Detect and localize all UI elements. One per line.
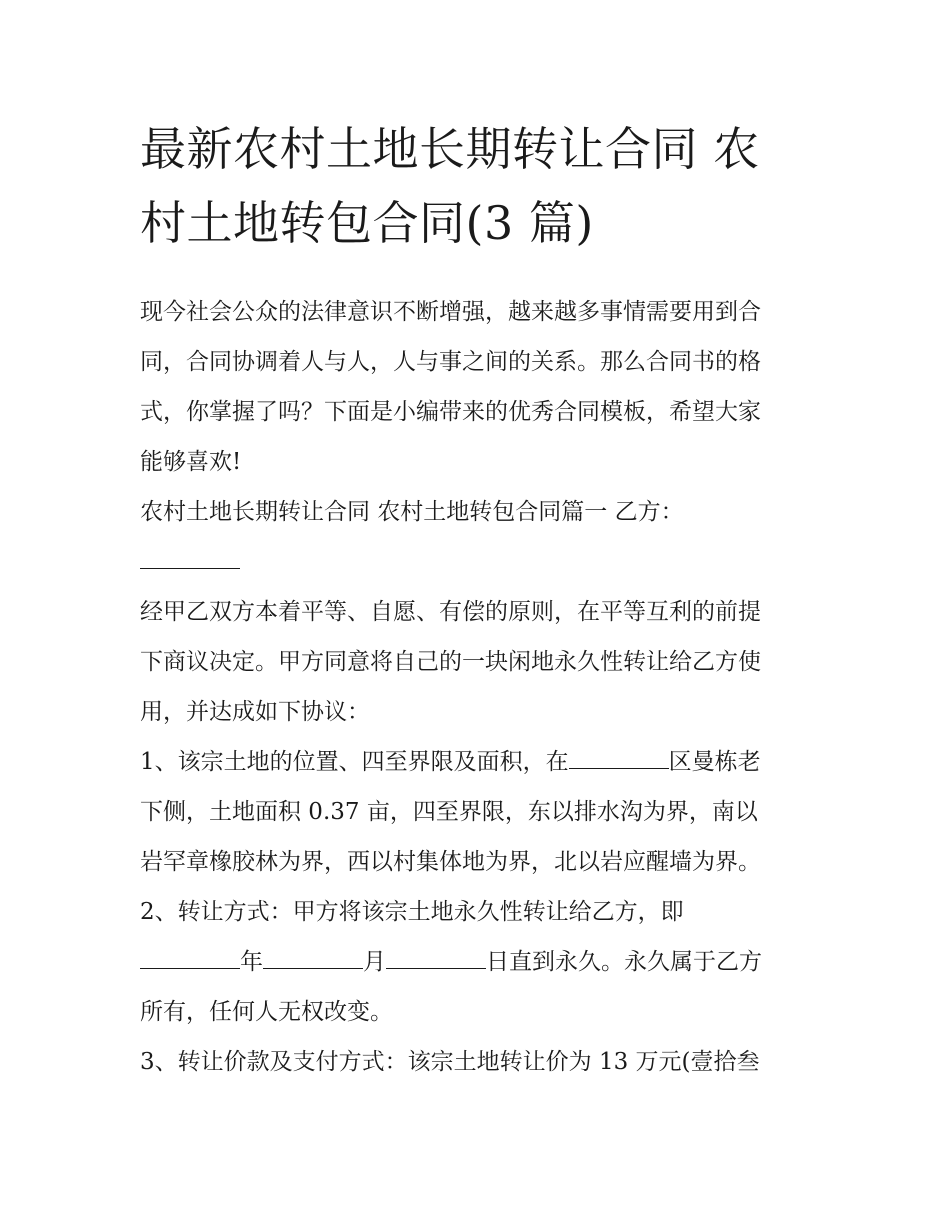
clause-2-line-3: 所有，任何人无权改变。 (140, 999, 393, 1025)
section-heading: 农村土地长期转让合同 农村土地转包合同篇一 乙方： (140, 499, 684, 525)
document-title (140, 112, 820, 260)
fill-in-blank (263, 940, 363, 969)
intro-line: 式，你掌握了吗？下面是小编带来的优秀合同模板，希望大家 (140, 399, 761, 425)
intro-line: 现今社会公众的法律意识不断增强，越来越多事情需要用到合 (140, 299, 761, 325)
agreement-line: 经甲乙双方本着平等、自愿、有偿的原则，在平等互利的前提 (140, 599, 761, 625)
clause-3-line-1: 3、转让价款及支付方式：该宗土地转让价为 13 万元(壹拾叁 (140, 1049, 760, 1075)
intro-line: 能够喜欢! (140, 449, 242, 475)
fill-in-blank (140, 940, 240, 969)
clause-1-line-3: 岩罕章橡胶林为界，西以村集体地为界，北以岩应醒墙为界。 (140, 849, 761, 875)
title-line-1: 最新农村土地长期转让合同 农 (140, 122, 760, 176)
fill-in-blank (140, 540, 240, 569)
clause-1-text-after: 区曼栋老 (668, 749, 761, 775)
clause-1-text: 1、该宗土地的位置、四至界限及面积，在 (140, 749, 569, 775)
fill-in-blank (386, 940, 486, 969)
year-label: 年 (240, 949, 263, 975)
clause-2-line-1: 2、转让方式：甲方将该宗土地永久性转让给乙方，即 (140, 899, 684, 925)
agreement-line: 用，并达成如下协议： (140, 699, 370, 725)
party-b-blank-line (140, 537, 820, 587)
day-text: 日直到永久。永久属于乙方 (486, 949, 762, 975)
intro-line: 同，合同协调着人与人，人与事之间的关系。那么合同书的格 (140, 349, 761, 375)
clause-1-line-2: 下侧，土地面积 0.37 亩，四至界限，东以排水沟为界，南以 (140, 799, 758, 825)
title-line-2: 村土地转包合同(3 篇) (140, 196, 594, 250)
clause-2-line-2 (140, 937, 820, 987)
agreement-line: 下商议决定。甲方同意将自己的一块闲地永久性转让给乙方使 (140, 649, 761, 675)
document-page (140, 112, 820, 1087)
month-label: 月 (363, 949, 386, 975)
document-body (140, 287, 820, 1087)
clause-1-line-1 (140, 737, 820, 787)
fill-in-blank (569, 740, 669, 769)
